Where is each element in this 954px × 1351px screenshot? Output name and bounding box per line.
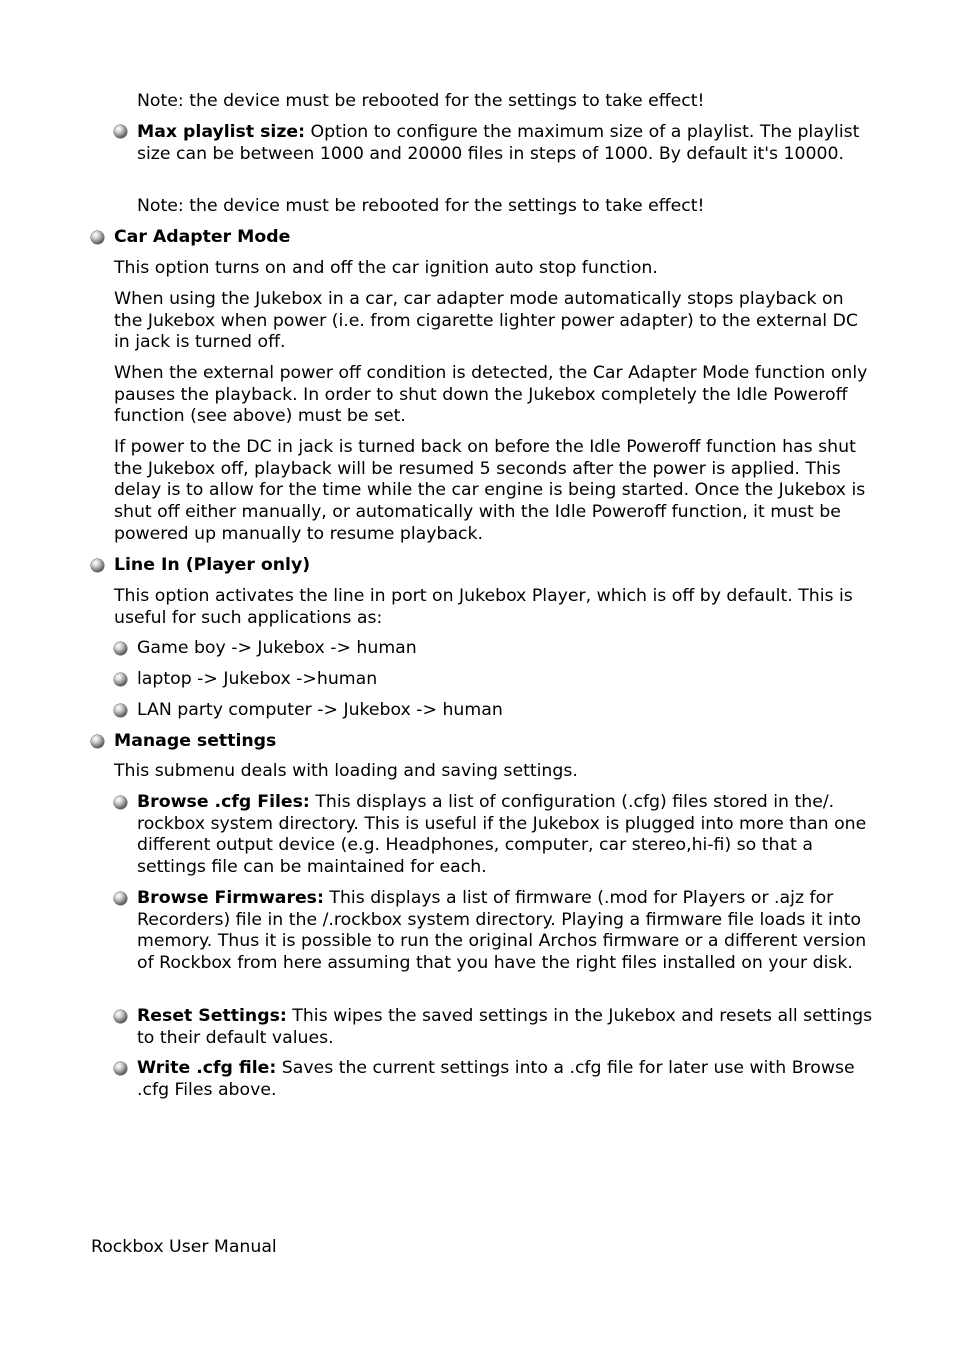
bullet-icon: [114, 673, 127, 686]
reset-settings-text: This wipes the saved settings in the Jukebox and resets all settings to their default values.: [137, 1006, 873, 1048]
browse-firmwares-label: Browse Firmwares:: [137, 888, 324, 908]
browse-cfg-label: Browse .cfg Files:: [137, 792, 310, 812]
write-cfg-text: Saves the current settings into a .cfg file for later use with Browse .cfg Files above.: [137, 1058, 855, 1100]
car-adapter-paragraph-3: When the external power off condition is detected, the Car Adapter Mode function only pauses the playback. In order to shut down the Jukebox completely the Idle Poweroff function (see above) must be set.: [114, 363, 868, 427]
line-in-paragraph: This option activates the line in port on Jukebox Player, which is off by default. This is useful for such applications as:: [114, 586, 853, 628]
car-adapter-paragraph-2: When using the Jukebox in a car, car adapter mode automatically stops playback on the Jukebox when power (i.e. from cigarette lighter power adapter) to the external DC in jack is turned off.: [114, 289, 858, 353]
manage-settings-heading: Manage settings: [114, 731, 277, 751]
list-item: laptop -> Jukebox ->human: [137, 669, 378, 689]
bullet-icon: [114, 892, 127, 905]
bullet-icon: [114, 642, 127, 655]
page-footer: Rockbox User Manual: [91, 1237, 277, 1257]
write-cfg-label: Write .cfg file:: [137, 1058, 277, 1078]
browse-firmwares-item: [137, 888, 877, 975]
browse-firmwares-text: This displays a list of firmware (.mod for Players or .ajz for Recorders) file in the /.rockbox system directory. Playing a firmware file loads it into memory. Thus it is possible to run the original Archos firmware or a different version of Rockbox from here assuming that you have the right files installed on your disk.: [137, 888, 867, 974]
bullet-icon: [91, 231, 104, 244]
note-reboot: Note: the device must be rebooted for the settings to take effect!: [137, 91, 705, 111]
bullet-icon: [91, 559, 104, 572]
note-reboot-2: Note: the device must be rebooted for the settings to take effect!: [137, 196, 705, 216]
bullet-icon: [114, 704, 127, 717]
reset-settings-label: Reset Settings:: [137, 1006, 287, 1026]
bullet-icon: [91, 735, 104, 748]
list-item: Game boy -> Jukebox -> human: [137, 638, 417, 658]
reset-settings-item: [137, 1006, 877, 1049]
car-adapter-heading: Car Adapter Mode: [114, 227, 291, 247]
bullet-icon: [114, 1010, 127, 1023]
write-cfg-item: [137, 1058, 877, 1101]
browse-cfg-text: This displays a list of configuration (.cfg) files stored in the/. rockbox system directory. This is useful if the Jukebox is plugged into more than one different output device (e.g. Headphones, computer, car stereo,hi-fi) so that a settings file can be maintained for each.: [137, 792, 867, 878]
browse-cfg-item: [137, 792, 877, 879]
bullet-icon: [114, 125, 127, 138]
car-adapter-paragraph-1: This option turns on and off the car ignition auto stop function.: [114, 258, 658, 278]
max-playlist-item: [137, 122, 877, 165]
max-playlist-text: Option to configure the maximum size of a playlist. The playlist size can be between 1000 and 20000 files in steps of 1000. By default it's 10000.: [137, 122, 860, 164]
car-adapter-paragraph-4: If power to the DC in jack is turned back on before the Idle Poweroff function has shut the Jukebox off, playback will be resumed 5 seconds after the power is applied. This delay is to allow for the time while the car engine is being started. Once the Jukebox is shut off either manually, or automatically with the Idle Poweroff function, it must be powered up manually to resume playback.: [114, 437, 866, 544]
bullet-icon: [114, 796, 127, 809]
line-in-heading: Line In (Player only): [114, 555, 311, 575]
max-playlist-label: Max playlist size:: [137, 122, 306, 142]
bullet-icon: [114, 1062, 127, 1075]
list-item: LAN party computer -> Jukebox -> human: [137, 700, 503, 720]
manage-settings-paragraph: This submenu deals with loading and saving settings.: [114, 761, 578, 781]
